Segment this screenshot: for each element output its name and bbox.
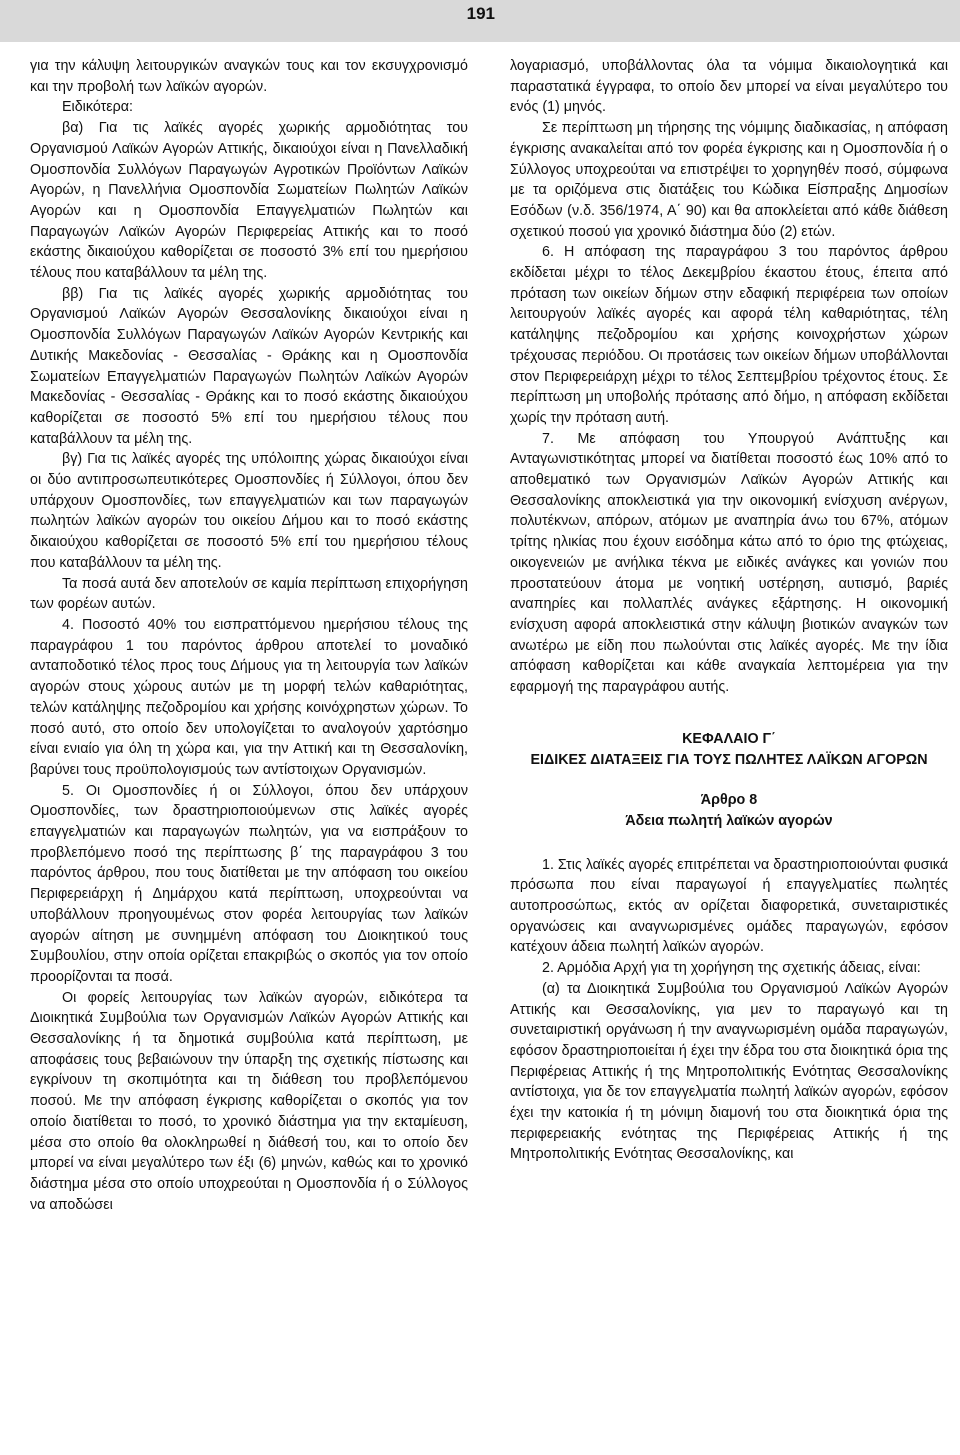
article-title: Άδεια πωλητή λαϊκών αγορών	[625, 812, 833, 829]
paragraph: Οι φορείς λειτουργίας των λαϊκών αγορών, ειδικότερα τα Διοικητικά Συμβούλια των Οργανισμών Λαϊκών Αγορών Αττικής και Θεσσαλονίκης ή τα δημοτικά συμβούλια κατά περίπτωση, με αποφάσεις τους βεβαιώνουν την ύπαρξη της σχετικής πίστωσης και εγκρίνουν τη σκοπιμότητα και τη διάθεση του προβλεπόμενου ποσού. Με την απόφαση έγκρισης καθορίζεται ο σκοπός για τον οποίο διατίθεται το ποσό, το χρονικό διάστημα για την εκταμίευση, μέσα στο οποίο θα ολοκληρωθεί η διάθεσή του, και το οποίο δεν μπορεί να είναι μεγαλύτερο των έξι (6) μηνών, καθώς και το χρονικό διάστημα μέσα στο οποίο υποχρεούται η Ομοσπονδία ή ο Σύλλογος να αποδώσει	[30, 989, 468, 1213]
paragraph: 5. Οι Ομοσπονδίες ή οι Σύλλογοι, όπου δεν υπάρχουν Ομοσπονδίες, των δραστηριοποιούμενων στις λαϊκές αγορές επαγγελματιών και παραγωγών πωλητών, για να εισπράξουν το προβλεπόμενο ποσό της περίπτωσης β΄ της παραγράφου 3 του παρόντος άρθρου, που τους διατίθεται με την απόφαση του οικείου Περιφερειάρχη ή Δημάρχου κατά περίπτωση, υποχρεούνται να υποβάλλουν προηγουμένως στον φορέα λειτουργίας των λαϊκών αγορών αίτηση με συνημμένη απόφαση του Διοικητικού τους Συμβουλίου, στην οποία ορίζεται επακριβώς ο σκοπός για τον οποίο προορίζονται τα ποσά.	[30, 782, 468, 985]
chapter-title: ΕΙΔΙΚΕΣ ΔΙΑΤΑΞΕΙΣ ΓΙΑ ΤΟΥΣ ΠΩΛΗΤΕΣ ΛΑΪΚΩΝ ΑΓΟΡΩΝ	[530, 751, 928, 768]
paragraph: για την κάλυψη λειτουργικών αναγκών τους και τον εκσυγχρονισμό και την προβολή των λαϊκών αγορών.	[30, 58, 468, 95]
paragraph: 2. Αρμόδια Αρχή για τη χορήγηση της σχετικής άδειας, είναι:	[542, 960, 921, 977]
right-column	[510, 56, 948, 1165]
paragraph: Ειδικότερα:	[62, 99, 133, 116]
paragraph: βα) Για τις λαϊκές αγορές χωρικής αρμοδιότητας του Οργανισμού Λαϊκών Αγορών Αττικής, δικαιούχοι είναι η Πανελλαδική Ομοσπονδία Συλλόγων Παραγωγών Αγροτικών Προϊόντων Λαϊκών Αγορών, η Πανελλήνια Ομοσπονδία Σωματείων Πωλητών Λαϊκών Αγορών και η Ομοσπονδία Επαγγελματιών Πωλητών και Παραγωγών Λαϊκών Αγορών Περιφερείας Αττικής και το ποσό εκάστης δικαιούχου καθορίζεται σε ποσοστό 3% επί του ημερήσιου τέλους που καταβάλλουν τα μέλη της.	[30, 120, 468, 282]
paragraph: 6. Η απόφαση της παραγράφου 3 του παρόντος άρθρου εκδίδεται μέχρι το τέλος Δεκεμβρίου έκαστου έτους, έπειτα από πρόταση των οικείων δήμων στην εδαφική περιφέρεια των οποίων λειτουργούν λαϊκές αγορές και αφορά τέλη καθαριότητας, τέλη κατάληψης πεζοδρομίου και χρήσης κοινοχρήστων χώρων τρέχουσας περιόδου. Οι προτάσεις των οικείων δήμων υποβάλλονται στον Περιφερειάρχη μέχρι το τέλος Σεπτεμβρίου τρέχοντος έτους. Σε περίπτωση μη υποβολής πρότασης από δήμο, η απόφαση εκδίδεται χωρίς την πρόταση αυτή.	[510, 244, 948, 426]
page-header-bar	[0, 0, 960, 42]
chapter-label: ΚΕΦΑΛΑΙΟ Γ΄	[682, 730, 776, 747]
article-label: Άρθρο 8	[700, 792, 758, 809]
paragraph: 1. Στις λαϊκές αγορές επιτρέπεται να δραστηριοποιούνται φυσικά πρόσωπα που είναι παραγωγοί ή επαγγελματίες πωλητές αυτοπροσώπως, εκτός αν ορίζεται διαφορετικά, συνεταιριστικές οργανώσεις και αναγνωρισμένες ομάδες παραγωγών, εφόσον κατέχουν άδεια πωλητή λαϊκών αγορών.	[510, 856, 949, 956]
paragraph: ββ) Για τις λαϊκές αγορές χωρικής αρμοδιότητας του Οργανισμού Λαϊκών Αγορών Θεσσαλονίκης δικαιούχοι είναι η Ομοσπονδία Συλλόγων Παραγωγών Λαϊκών Αγορών Κεντρικής και Δυτικής Μακεδονίας - Θεσσαλίας - Θράκης και η Ομοσπονδία Σωματείων Επαγγελματιών Παραγωγών Πωλητών Λαϊκών Αγορών Μακεδονίας - Θεσσαλίας - Θράκης και το ποσό εκάστης δικαιούχου καθορίζεται σε ποσοστό 5% επί του ημερήσιου τέλους που καταβάλλουν τα μέλη της.	[30, 285, 468, 447]
paragraph: 7. Με απόφαση του Υπουργού Ανάπτυξης και Ανταγωνιστικότητας μπορεί να διατίθεται ποσοστό έως 10% από το αποθεματικό των Οργανισμών Λαϊκών Αγορών Αττικής και Θεσσαλονίκης αποκλειστικά για την οικονομική ενίσχυση ανέργων, πολυτέκνων, απόρων, ατόμων με αναπηρία άνω του 67%, ατόμων τρίτης ηλικίας που έχουν εισόδημα κάτω από το όριο της φτώχειας, οικογενειών με ανήλικα τέκνα με ειδικές ανάγκες και γονιών που προστατεύουν άτομα με νοητική υστέρηση, αυτισμό, βαριές αναπηρίες και πολλαπλές ανάγκες εξάρτησης. Η οικονομική ενίσχυση αφορά αποκλειστικά στην κάλυψη βιοτικών αναγκών των ανωτέρω με είδη που πωλούνται στις λαϊκές αγορές. Με την ίδια απόφαση καθορίζεται και κάθε αναγκαία λεπτομέρεια για την εφαρμογή της παραγράφου αυτής.	[510, 430, 948, 696]
paragraph: (α) τα Διοικητικά Συμβούλια του Οργανισμού Λαϊκών Αγορών Αττικής και Θεσσαλονίκης, για μεν το παραγωγό και τη συνεταιριστική οργάνωση ή την αναγνωρισμένη ομάδα παραγωγών, εφόσον δραστηριοποιείται ή έχει την έδρα του στα διοικητικά όρια της Περιφέρειας Αττικής ή της Μητροπολιτικής Ενότητας Θεσσαλονίκης αντίστοιχα, για δε τον επαγγελματία πωλητή λαϊκών αγορών, εφόσον έχει την κατοικία ή τη μόνιμη διαμονή του στα διοικητικά όρια της περιφερειακής ενότητας της Περιφέρειας Αττικής ή της Μητροπολιτικής Ενότητας Θεσσαλονίκης, και	[510, 980, 948, 1163]
paragraph: 4. Ποσοστό 40% του εισπραττόμενου ημερήσιου τέλους της παραγράφου 1 του παρόντος άρθρου αποτελεί το μοναδικό ανταποδοτικό τέλος προς τους Δήμους για τη λειτουργία των λαϊκών αγορών στους χώρους αυτών με τη μορφή τελών καθαριότητας, τελών κατάληψης πεζοδρομίου και χρήσης κοινόχρηστων χώρων. Το ποσό αυτό, στο οποίο δεν υπολογίζεται το αναλογούν χαρτόσημο είναι ενιαίο για όλη τη χώρα και, για την Αττική και τη Θεσσαλονίκη, βαρύνει τους προϋπολογισμούς των αντίστοιχων Οργανισμών.	[30, 616, 468, 778]
paragraph: βγ) Για τις λαϊκές αγορές της υπόλοιπης χώρας δικαιούχοι είναι οι δύο αντιπροσωπευτικότερες Ομοσπονδίες ή Σύλλογοι, όπου δεν υπάρχουν Ομοσπονδίες, των επαγγελματιών και των παραγωγών πωλητών λαϊκών αγορών του οικείου Δήμου και το ποσό εκάστης δικαιούχου καθορίζεται σε ποσοστό 5% επί του ημερήσιου τέλους που καταβάλλουν τα μέλη της.	[30, 451, 468, 571]
page-number: 191	[466, 4, 495, 23]
paragraph: λογαριασμό, υποβάλλοντας όλα τα νόμιμα δικαιολογητικά και παραστατικά έγγραφα, το οποίο δεν μπορεί να είναι μεγαλύτερο του ενός (1) μηνός.	[510, 58, 948, 116]
paragraph: Τα ποσά αυτά δεν αποτελούν σε καμία περίπτωση επιχορήγηση των φορέων αυτών.	[30, 575, 468, 613]
left-column	[30, 56, 468, 1215]
paragraph: Σε περίπτωση μη τήρησης της νόμιμης διαδικασίας, η απόφαση έγκρισης ανακαλείται από τον φορέα έγκρισης και η Ομοσπονδία ή ο Σύλλογος υποχρεούται να επιστρέψει το χορηγηθέν ποσό, σύμφωνα με τα οριζόμενα στις διατάξεις του Κώδικα Είσπραξης Δημοσίων Εσόδων (ν.δ. 356/1974, Α΄ 90) και θα αποκλείεται από κάθε διάθεση σχετικού ποσού για χρονικό διάστημα δύο (2) ετών.	[510, 120, 948, 240]
